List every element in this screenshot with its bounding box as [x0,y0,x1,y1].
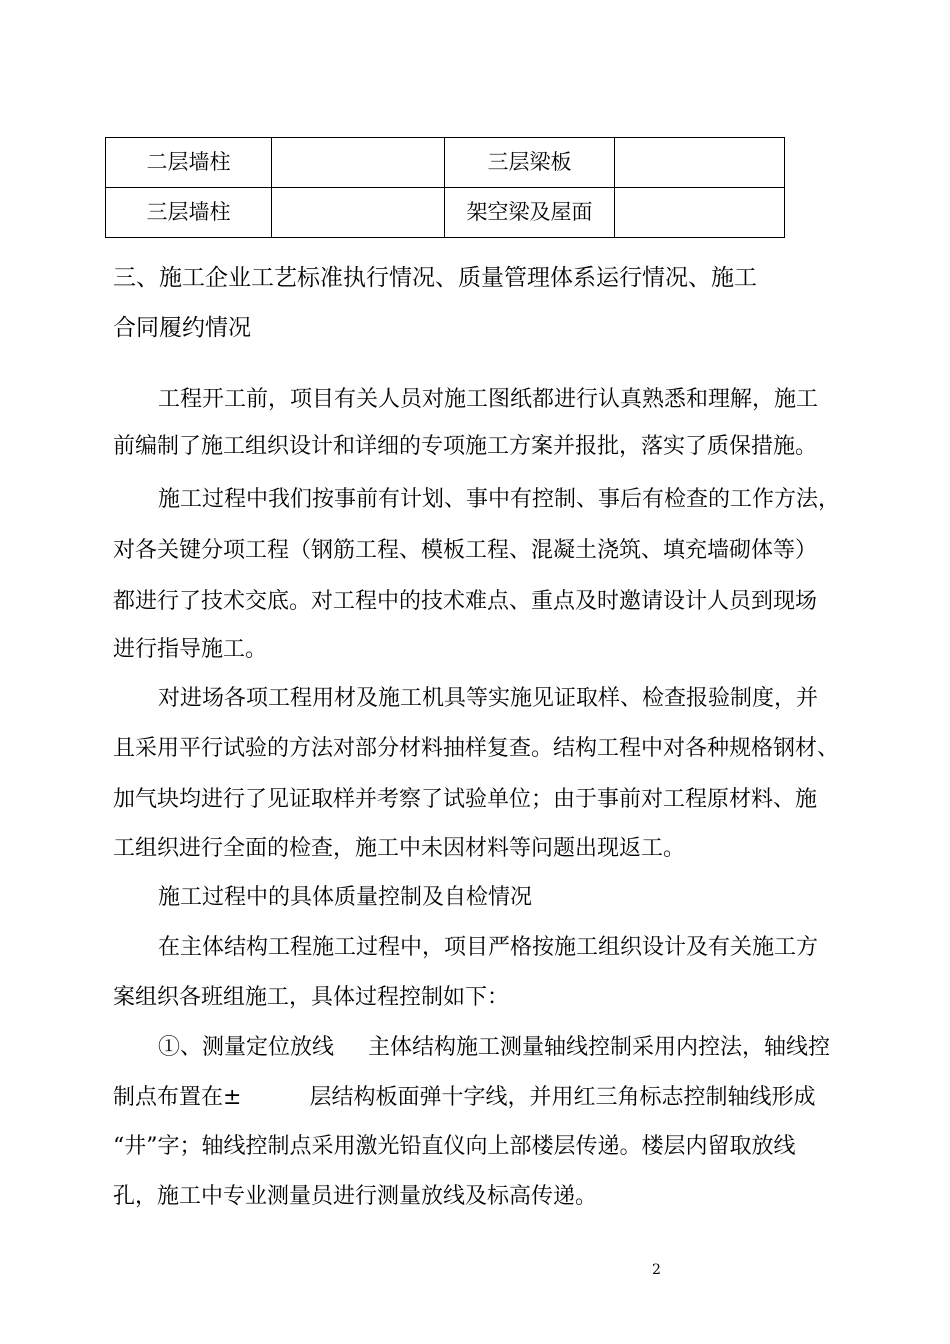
table-cell: 三层墙柱 [106,188,272,238]
paragraph-line: 对各关键分项工程（钢筋工程、模板工程、混凝土浇筑、填充墙砌体等） [113,538,818,563]
text-segment: 层结构板面弹十字线，并用红三角标志控制轴线形成 [309,1085,816,1110]
paragraph-line [158,1037,830,1059]
paragraph-line: 都进行了技术交底。对工程中的技术难点、重点及时邀请设计人员到现场 [113,589,818,614]
paragraph-line [113,1087,815,1109]
paragraph-line: 对进场各项工程用材及施工机具等实施见证取样、检查报验制度，并 [158,686,819,711]
paragraph-line: 案组织各班组施工，具体过程控制如下： [113,985,510,1010]
section-heading-line-1: 三、施工企业工艺标准执行情况、质量管理体系运行情况、施工 [113,265,757,291]
paragraph-line: 孔，施工中专业测量员进行测量放线及标高传递。 [113,1184,598,1209]
paragraph-line: 施工过程中的具体质量控制及自检情况 [158,885,533,910]
paragraph-line: 进行指导施工。 [113,637,268,662]
table-cell [615,188,785,238]
section-heading-line-2: 合同履约情况 [113,315,251,341]
paragraph-line: “井”字；轴线控制点采用激光铅直仪向上部楼层传递。楼层内留取放线 [113,1134,796,1159]
page-number: 2 [652,1262,661,1278]
floor-schedule-table [105,137,785,238]
table-cell [272,138,445,188]
table-row [106,138,785,188]
table-cell: 架空梁及屋面 [445,188,615,238]
paragraph-line: 施工过程中我们按事前有计划、事中有控制、事后有检查的工作方法， [158,487,841,512]
text-segment: 制点布置在± [113,1085,242,1110]
paragraph-line: 且采用平行试验的方法对部分材料抽样复查。结构工程中对各种规格钢材、 [113,736,840,761]
table-cell: 二层墙柱 [106,138,272,188]
paragraph-line: 工程开工前，项目有关人员对施工图纸都进行认真熟悉和理解，施工 [158,387,819,412]
measurement-step-label: ①、测量定位放线 [158,1035,335,1060]
paragraph-line: 加气块均进行了见证取样并考察了试验单位；由于事前对工程原材料、施 [113,787,818,812]
measurement-step-text: 主体结构施工测量轴线控制采用内控法，轴线控 [368,1035,831,1060]
table-cell [272,188,445,238]
table-cell: 三层梁板 [445,138,615,188]
paragraph-line: 前编制了施工组织设计和详细的专项施工方案并报批，落实了质保措施。 [113,434,818,459]
paragraph-line: 工组织进行全面的检查，施工中未因材料等问题出现返工。 [113,836,686,861]
table-cell [615,138,785,188]
paragraph-line: 在主体结构工程施工过程中，项目严格按施工组织设计及有关施工方 [158,935,819,960]
table-row [106,188,785,238]
